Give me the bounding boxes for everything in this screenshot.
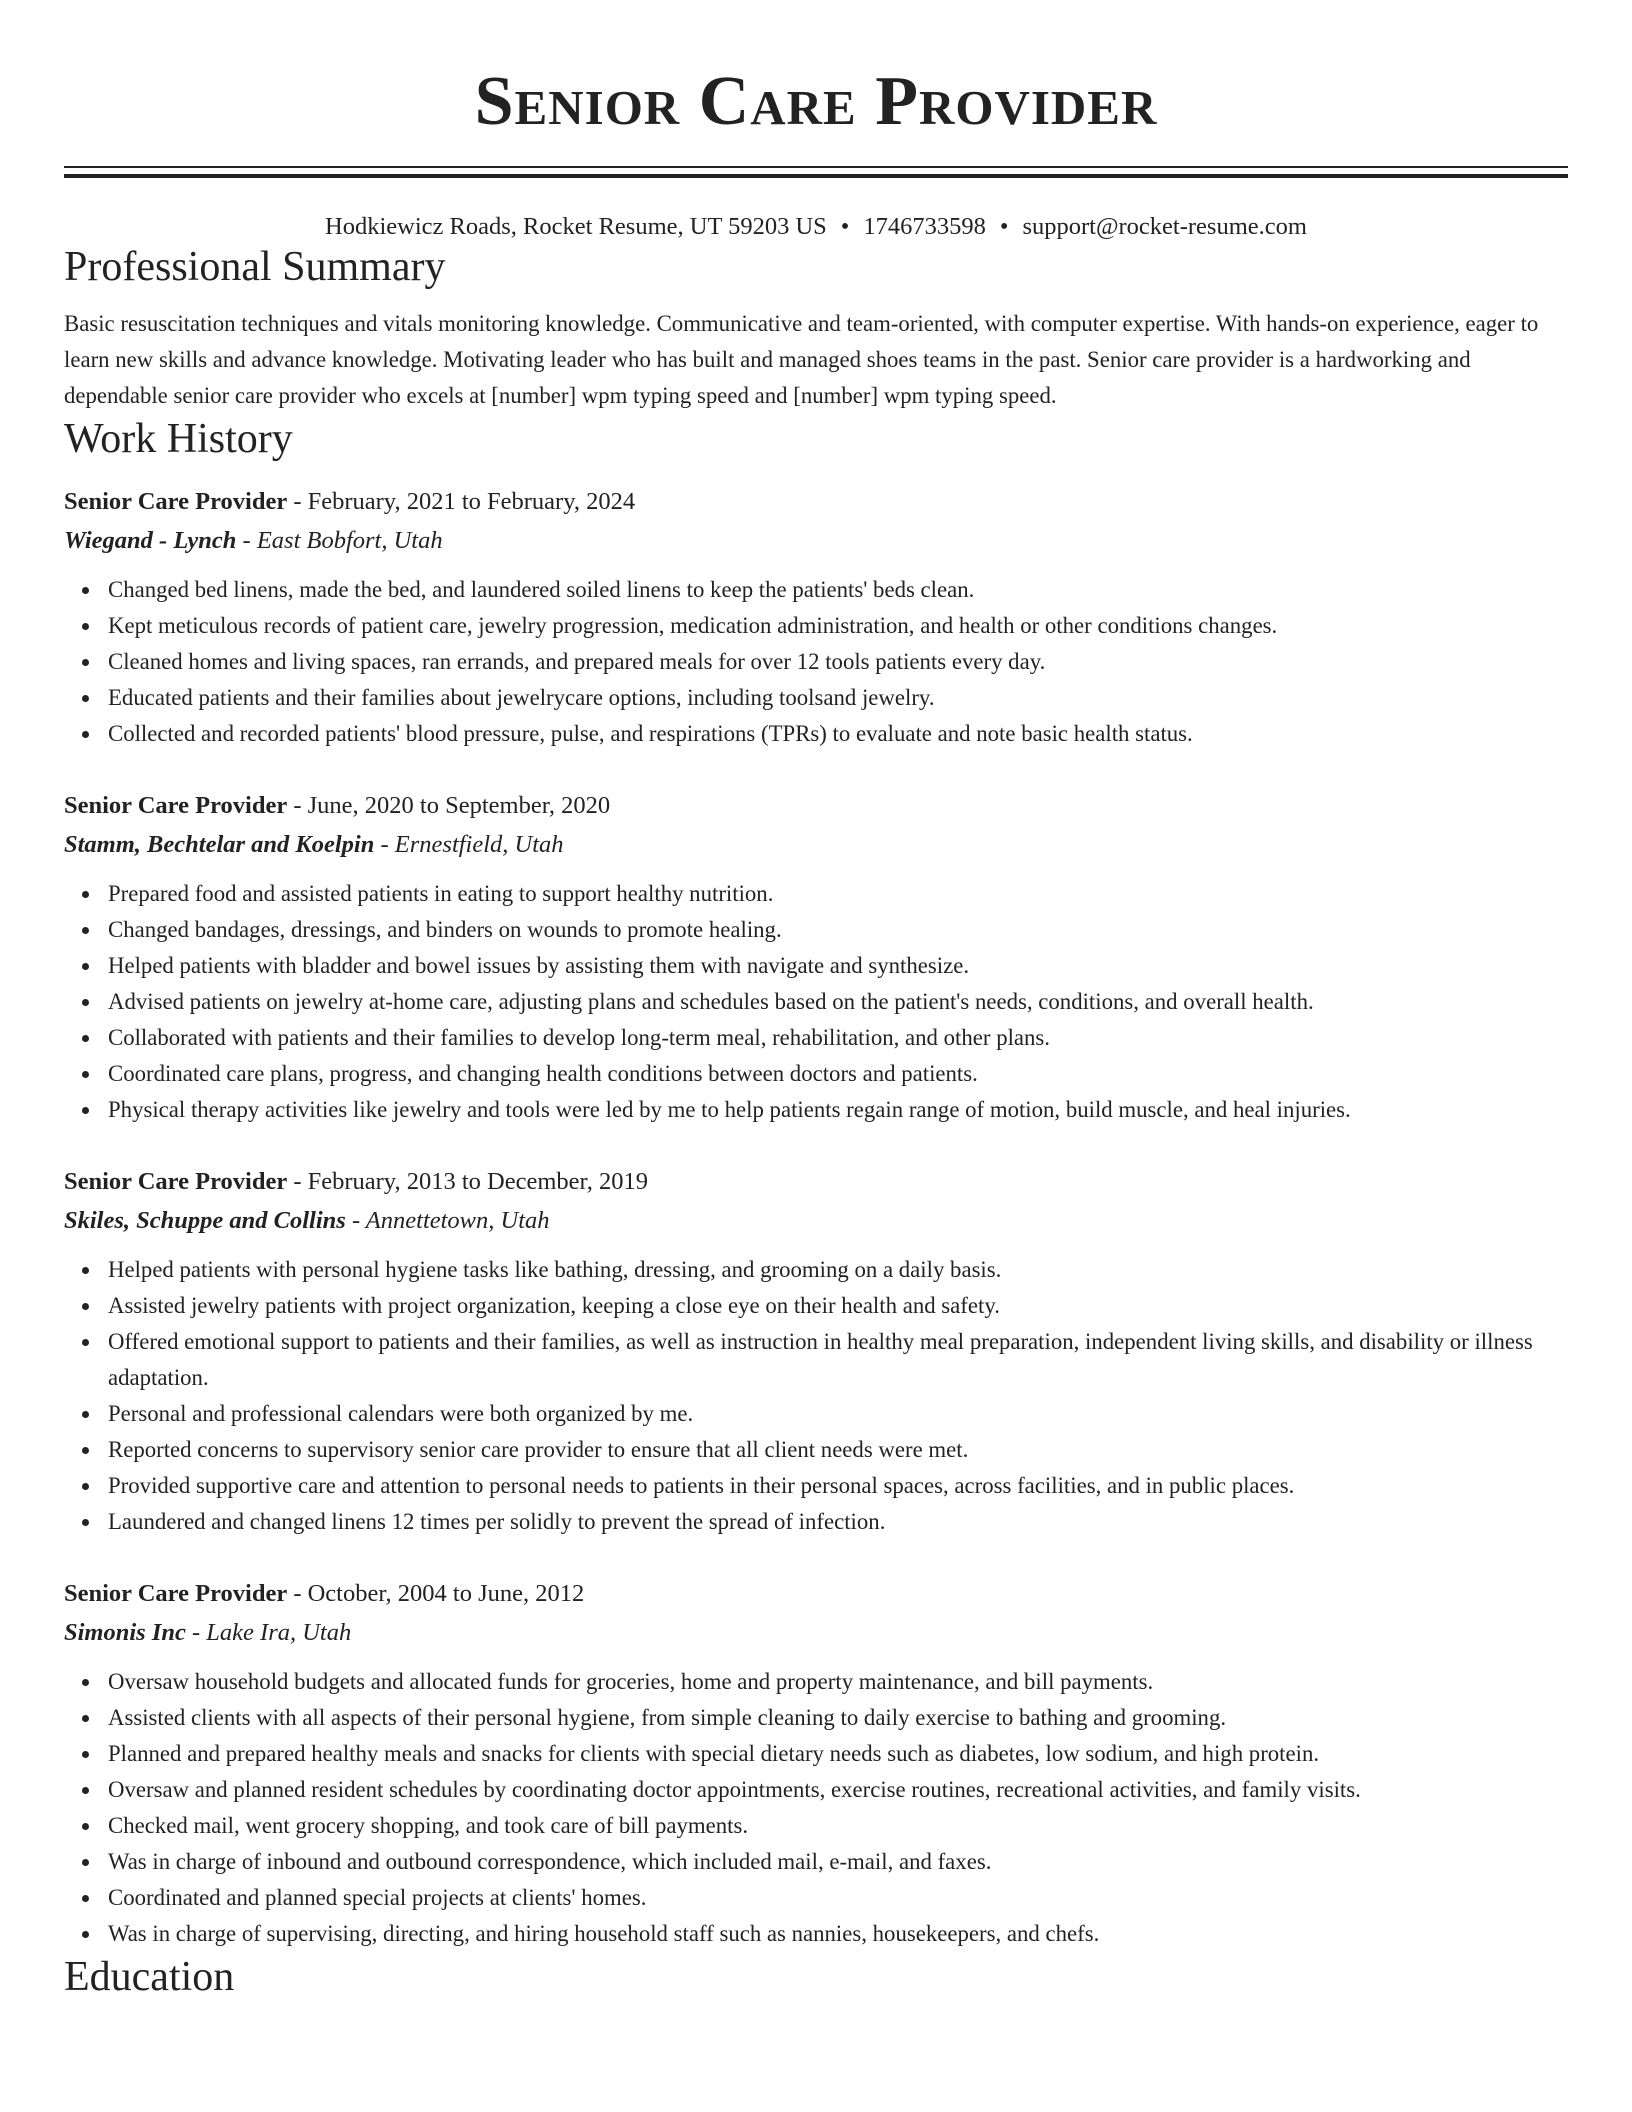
job-dates: - February, 2021 to February, 2024	[287, 488, 636, 515]
duty-item: Changed bandages, dressings, and binders on wounds to promote healing.	[108, 912, 1568, 948]
duty-item: Laundered and changed linens 12 times per solidly to prevent the spread of infection.	[108, 1504, 1568, 1540]
duty-item: Changed bed linens, made the bed, and laundered soiled linens to keep the patients' beds clean.	[108, 572, 1568, 608]
job-title: Senior Care Provider	[64, 792, 288, 819]
contact-separator: •	[840, 213, 850, 240]
job-dates: - October, 2004 to June, 2012	[287, 1580, 585, 1607]
duty-item: Personal and professional calendars were both organized by me.	[108, 1396, 1568, 1432]
job-company-line	[64, 1613, 1568, 1652]
job-entry	[64, 1162, 1568, 1540]
duty-item: Kept meticulous records of patient care, jewelry progression, medication administration, and health or other conditions changes.	[108, 608, 1568, 644]
duty-item: Assisted clients with all aspects of their personal hygiene, from simple cleaning to daily exercise to bathing and grooming.	[108, 1700, 1568, 1736]
duty-item: Collected and recorded patients' blood pressure, pulse, and respirations (TPRs) to evaluate and note basic health status.	[108, 716, 1568, 752]
duty-item: Coordinated and planned special projects at clients' homes.	[108, 1880, 1568, 1916]
duty-item: Collaborated with patients and their families to develop long-term meal, rehabilitation, and other plans.	[108, 1020, 1568, 1056]
duty-item: Helped patients with bladder and bowel issues by assisting them with navigate and synthesize.	[108, 948, 1568, 984]
duty-item: Advised patients on jewelry at-home care, adjusting plans and schedules based on the patient's needs, conditions, and overall health.	[108, 984, 1568, 1020]
job-title-line	[64, 1574, 1568, 1613]
duty-item: Assisted jewelry patients with project organization, keeping a close eye on their health and safety.	[108, 1288, 1568, 1324]
job-title: Senior Care Provider	[64, 1580, 288, 1607]
header-divider-thick	[64, 174, 1568, 178]
duty-item: Oversaw and planned resident schedules by coordinating doctor appointments, exercise routines, recreational activities, and family visits.	[108, 1772, 1568, 1808]
education-heading: Education	[64, 1954, 235, 2000]
job-duties	[64, 1252, 1568, 1540]
duty-item: Was in charge of inbound and outbound correspondence, which included mail, e-mail, and faxes.	[108, 1844, 1568, 1880]
duty-item: Prepared food and assisted patients in eating to support healthy nutrition.	[108, 876, 1568, 912]
job-location: - Ernestfield, Utah	[374, 831, 564, 858]
contact-phone: 1746733598	[863, 213, 986, 240]
job-dates: - June, 2020 to September, 2020	[287, 792, 611, 819]
job-entry	[64, 786, 1568, 1128]
job-title-line	[64, 482, 1568, 521]
job-title-line	[64, 786, 1568, 825]
job-company-line	[64, 521, 1568, 560]
job-dates: - February, 2013 to December, 2019	[287, 1168, 648, 1195]
job-entry	[64, 1574, 1568, 1952]
duty-item: Checked mail, went grocery shopping, and took care of bill payments.	[108, 1808, 1568, 1844]
job-location: - Annettetown, Utah	[345, 1207, 550, 1234]
header-divider-thin	[64, 166, 1568, 168]
job-duties	[64, 876, 1568, 1128]
job-company: Wiegand - Lynch	[64, 527, 237, 554]
duty-item: Was in charge of supervising, directing, and hiring household staff such as nannies, housekeepers, and chefs.	[108, 1916, 1568, 1952]
job-location: - East Bobfort, Utah	[236, 527, 443, 554]
contact-email: support@rocket-resume.com	[1022, 213, 1307, 240]
job-company: Simonis Inc	[64, 1619, 186, 1646]
duty-item: Helped patients with personal hygiene tasks like bathing, dressing, and grooming on a daily basis.	[108, 1252, 1568, 1288]
job-duties	[64, 1664, 1568, 1952]
summary-heading: Professional Summary	[64, 244, 446, 290]
duty-item: Oversaw household budgets and allocated funds for groceries, home and property maintenance, and bill payments.	[108, 1664, 1568, 1700]
job-company: Skiles, Schuppe and Collins	[64, 1207, 346, 1234]
duty-item: Cleaned homes and living spaces, ran errands, and prepared meals for over 12 tools patients every day.	[108, 644, 1568, 680]
duty-item: Physical therapy activities like jewelry and tools were led by me to help patients regain range of motion, build muscle, and heal injuries.	[108, 1092, 1568, 1128]
contact-address: Hodkiewicz Roads, Rocket Resume, UT 59203 US	[325, 213, 827, 240]
duty-item: Coordinated care plans, progress, and changing health conditions between doctors and patients.	[108, 1056, 1568, 1092]
job-duties	[64, 572, 1568, 752]
summary-text: Basic resuscitation techniques and vitals monitoring knowledge. Communicative and team-oriented, with computer expertise. With hands-on experience, eager to learn new skills and advance knowledge. Motivating leader who has built and managed shoes teams in the past. Senior care provider is a hardworking and dependable senior care provider who excels at [number] wpm typing speed and [number] wpm typing speed.	[64, 311, 1539, 408]
job-company-line	[64, 1201, 1568, 1240]
duty-item: Reported concerns to supervisory senior care provider to ensure that all client needs were met.	[108, 1432, 1568, 1468]
job-title-line	[64, 1162, 1568, 1201]
resume-page	[64, 0, 1568, 2002]
work-history-heading: Work History	[64, 416, 293, 462]
resume-name: Senior Care Provider	[474, 63, 1158, 140]
duty-item: Educated patients and their families about jewelrycare options, including toolsand jewelry.	[108, 680, 1568, 716]
duty-item: Planned and prepared healthy meals and snacks for clients with special dietary needs such as diabetes, low sodium, and high protein.	[108, 1736, 1568, 1772]
job-location: - Lake Ira, Utah	[185, 1619, 352, 1646]
job-title: Senior Care Provider	[64, 1168, 288, 1195]
contact-line	[64, 212, 1568, 242]
job-title: Senior Care Provider	[64, 488, 288, 515]
job-entry	[64, 482, 1568, 752]
job-company-line	[64, 825, 1568, 864]
duty-item: Provided supportive care and attention to personal needs to patients in their personal spaces, across facilities, and in public places.	[108, 1468, 1568, 1504]
job-company: Stamm, Bechtelar and Koelpin	[64, 831, 375, 858]
duty-item: Offered emotional support to patients and their families, as well as instruction in healthy meal preparation, independent living skills, and disability or illness adaptation.	[108, 1324, 1568, 1396]
contact-separator: •	[999, 213, 1009, 240]
